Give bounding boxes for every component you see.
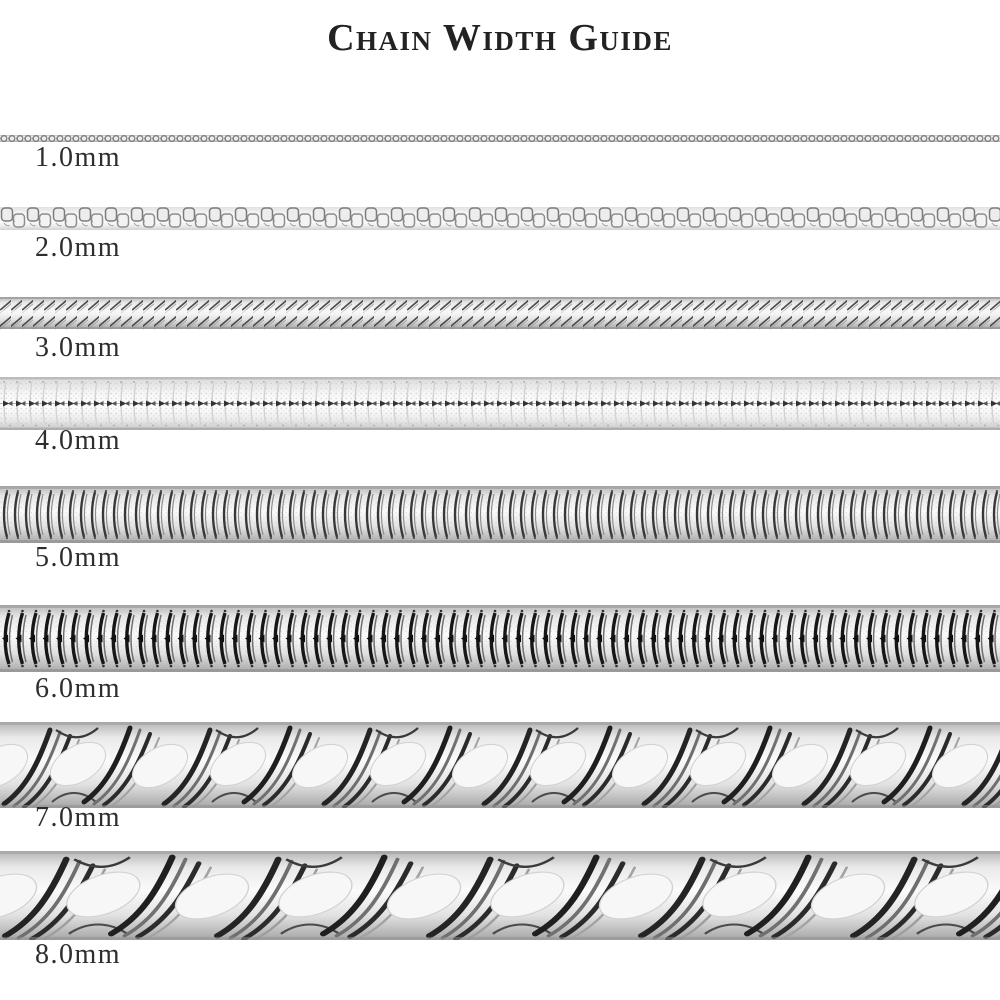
- chain-image-5-0mm: [0, 486, 1000, 543]
- chain-image-2-0mm: [0, 205, 1000, 232]
- chain-width-label: 8.0mm: [35, 939, 122, 970]
- chain-image-7-0mm: [0, 722, 1000, 808]
- chain-width-label: 3.0mm: [35, 332, 122, 363]
- chain-image-4-0mm: [0, 377, 1000, 430]
- chain-image-1-0mm: [0, 131, 1000, 146]
- chain-image-3-0mm: [0, 296, 1000, 330]
- chain-width-label: 2.0mm: [35, 232, 122, 263]
- chain-width-label: 6.0mm: [35, 673, 122, 704]
- chain-width-label: 1.0mm: [35, 142, 122, 173]
- chain-width-label: 4.0mm: [35, 425, 122, 456]
- page-title: Chain Width Guide: [327, 17, 673, 59]
- chain-width-label: 7.0mm: [35, 802, 122, 833]
- chain-width-label: 5.0mm: [35, 542, 122, 573]
- chain-image-8-0mm: [0, 851, 1000, 940]
- chain-image-6-0mm: [0, 605, 1000, 672]
